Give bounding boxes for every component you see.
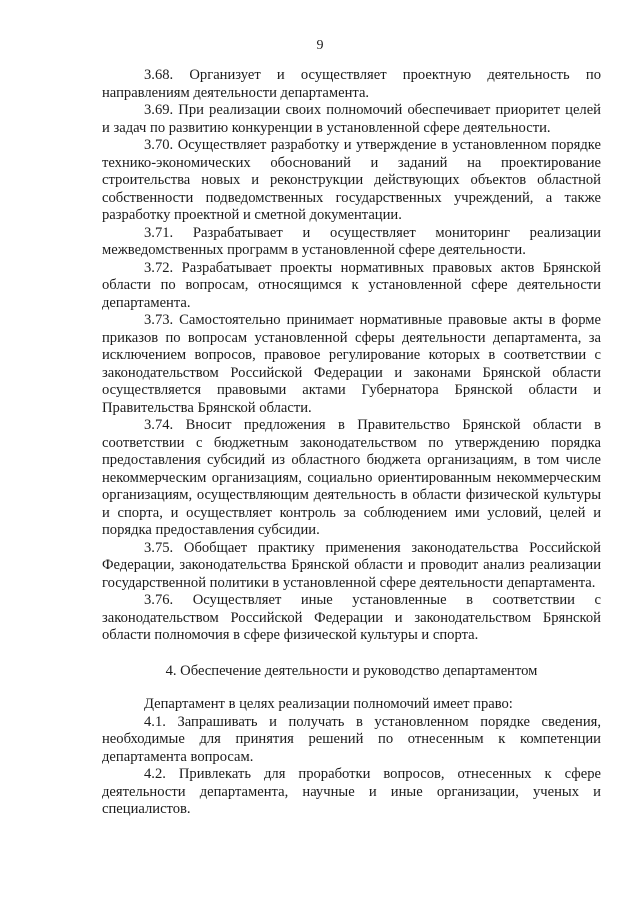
paragraph-3-75: 3.75. Обобщает практику применения законодательства Российской Федерации, законодательства Брянской области и проводит анализ реализации государственной политики в установленной сфере деятельности департамента. [102,539,601,591]
paragraph-3-68: 3.68. Организует и осуществляет проектную деятельность по направлениям деятельности департамента. [102,67,601,101]
document-body [102,67,601,819]
paragraph-4-1: 4.1. Запрашивать и получать в установленном порядке сведения, необходимые для принятия решений по отнесенным к компетенции департамента вопросам. [102,713,601,765]
paragraph-3-74: 3.74. Вносит предложения в Правительство Брянской области в соответствии с бюджетным законодательством по утверждению порядка предоставления субсидий из областного бюджета организациям, в том числе некоммерческим организациям, социально ориентированным некоммерческим организациям, осуществляющим деятельность в области физической культуры и спорта, и осуществляет контроль за соблюдением ими условий, целей и порядка предоставления субсидии. [102,417,601,538]
paragraph-3-73: 3.73. Самостоятельно принимает нормативные правовые акты в форме приказов по вопросам установленной сферы деятельности департамента, за исключением вопросов, правовое регулирование которых в соответствии с законодательством Российской Федерации и законами Брянской области осуществляется правовыми актами Губернатора Брянской области и Правительства Брянской области. [102,312,601,416]
paragraph-3-69: 3.69. При реализации своих полномочий обеспечивает приоритет целей и задач по развитию конкуренции в установленной сфере деятельности. [102,102,601,136]
paragraph-3-70: 3.70. Осуществляет разработку и утверждение в установленном порядке технико-экономических обоснований и заданий на проектирование строительства новых и реконструкции действующих объектов областной собственности подведомственных государственных учреждений, а также разработку проектной и сметной документации. [102,137,601,223]
page-number: 9 [316,38,324,53]
paragraph-3-71: 3.71. Разрабатывает и осуществляет мониторинг реализации межведомственных программ в установленной сфере деятельности. [102,224,601,258]
section-heading: 4. Обеспечение деятельности и руководство департаментом [165,662,538,679]
paragraph-intro: Департамент в целях реализации полномочий имеет право: [144,696,513,712]
paragraph-3-72: 3.72. Разрабатывает проекты нормативных правовых актов Брянской области по вопросам, относящимся к установленной сфере деятельности департамента. [102,259,601,311]
paragraph-3-76: 3.76. Осуществляет иные установленные в соответствии с законодательством Российской Федерации и законодательством Брянской области полномочия в сфере физической культуры и спорта. [102,592,601,643]
paragraph-4-2: 4.2. Привлекать для проработки вопросов, отнесенных к сфере деятельности департамента, научные и иные организации, ученых и специалистов. [102,766,601,817]
